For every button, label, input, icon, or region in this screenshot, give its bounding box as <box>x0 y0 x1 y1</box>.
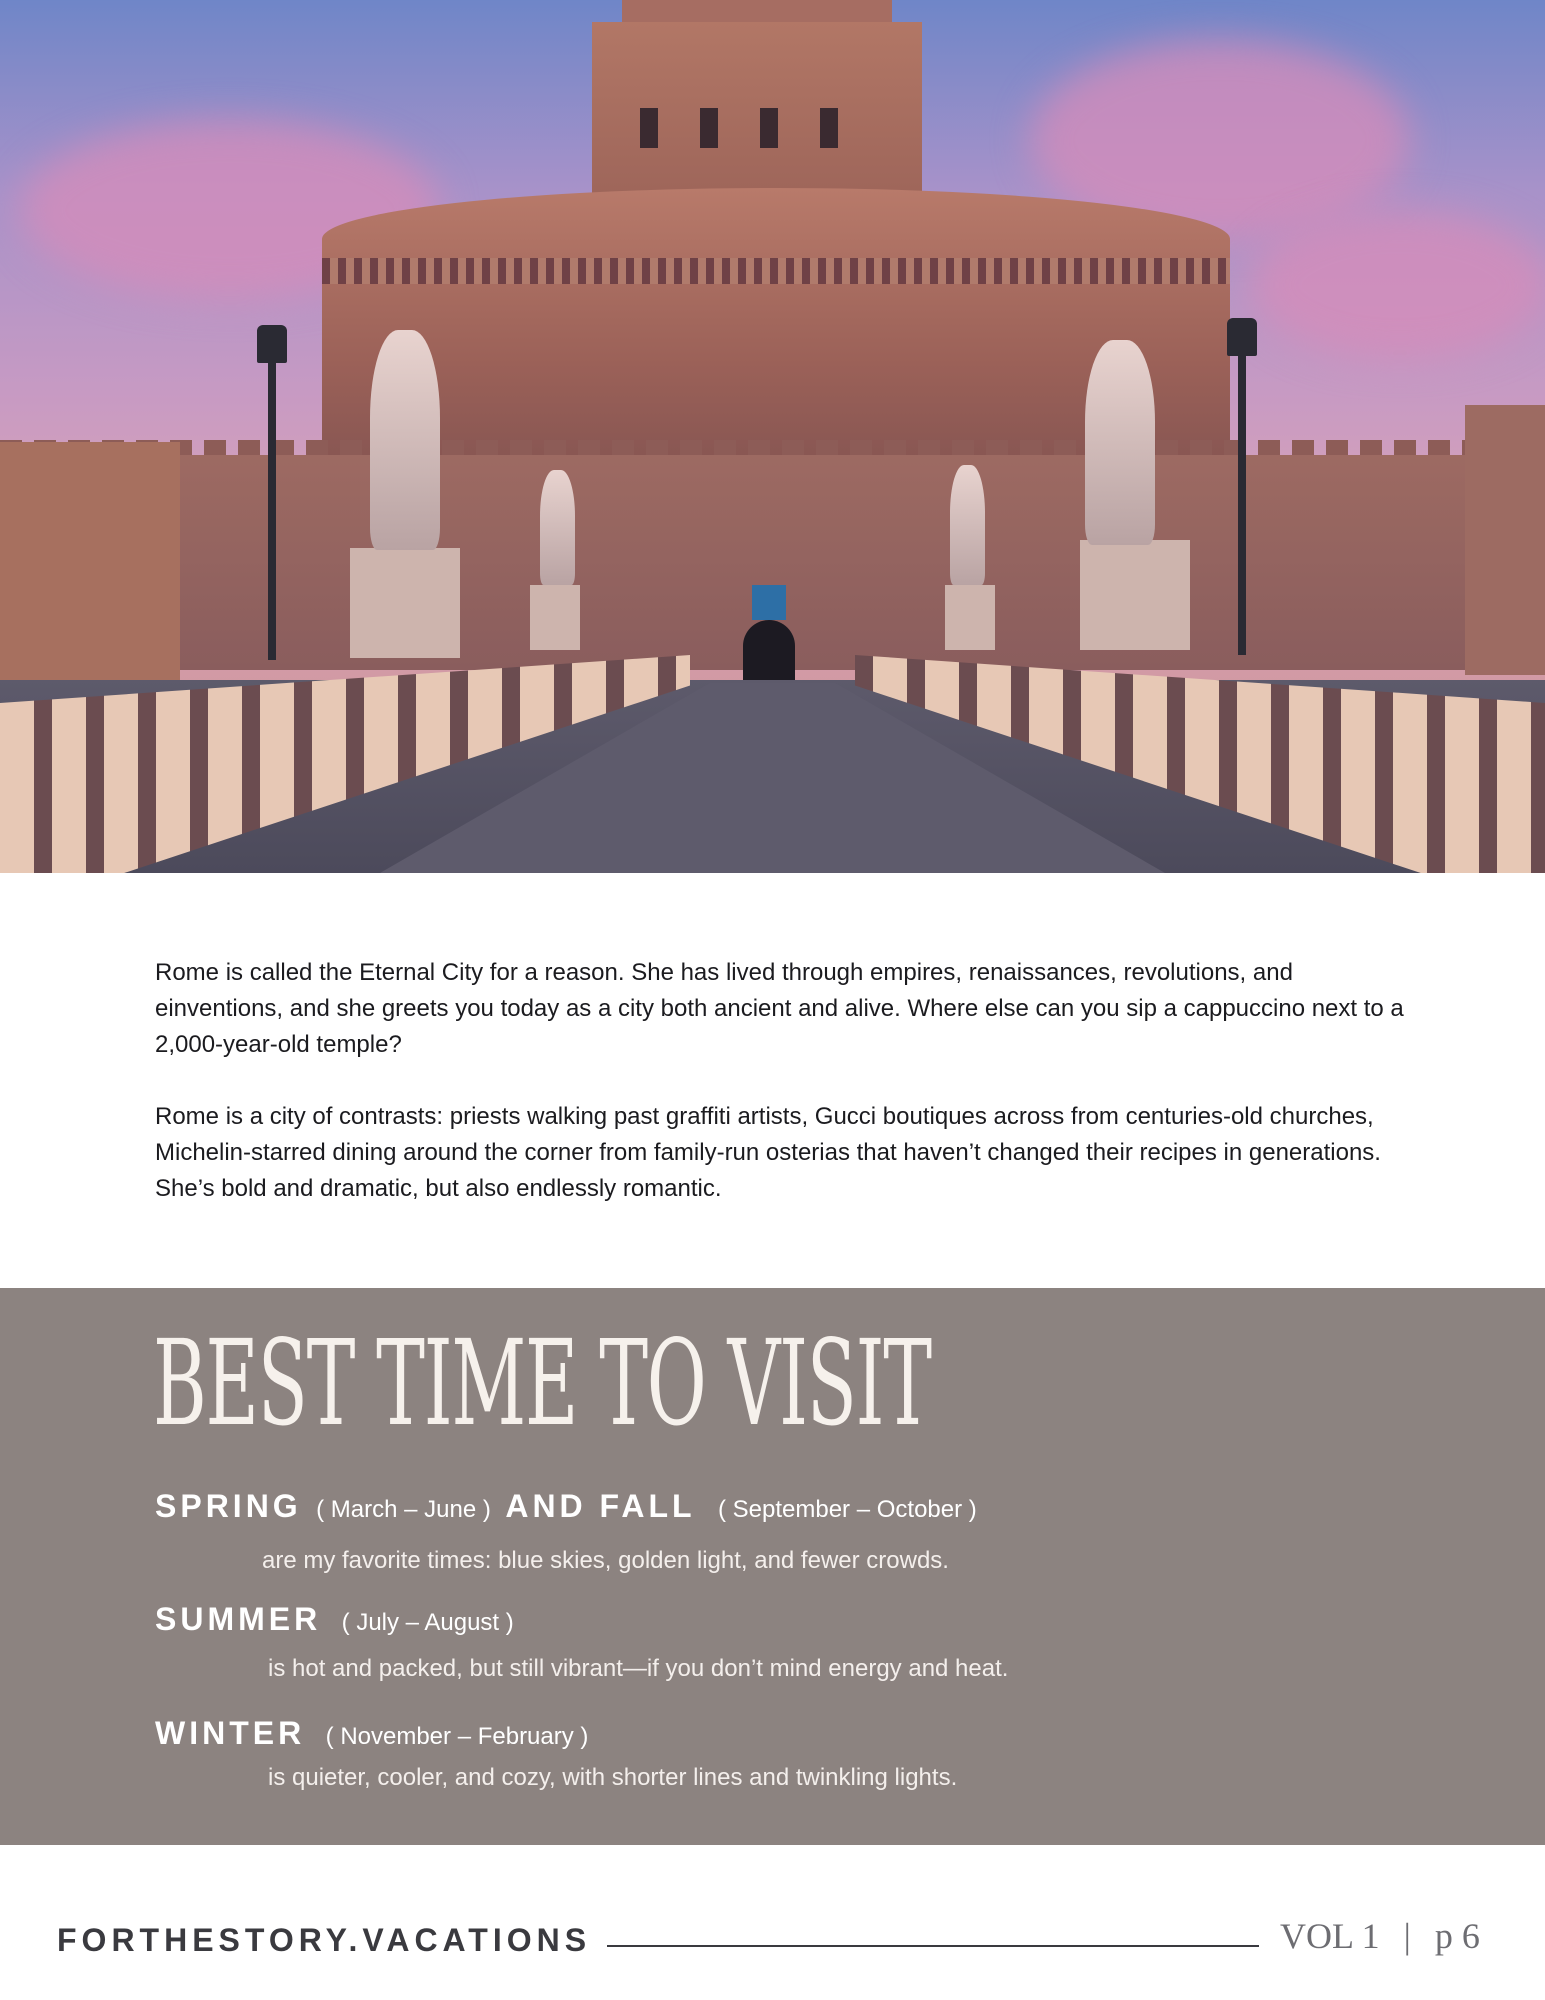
season-description: is hot and packed, but still vibrant—if you don’t mind energy and heat. <box>268 1655 1009 1682</box>
volume-label: VOL 1 <box>1280 1916 1380 1956</box>
statue-pedestal <box>350 548 460 658</box>
statue-pedestal <box>530 585 580 650</box>
season-dates: ( September – October ) <box>717 1496 977 1523</box>
season-name: AND FALL <box>505 1488 696 1524</box>
season-dates: ( March – June ) <box>316 1496 491 1523</box>
season-dates: ( November – February ) <box>325 1723 589 1750</box>
angel-statue <box>540 470 575 585</box>
season-dates: ( July – August ) <box>341 1609 514 1636</box>
footer-divider <box>607 1945 1259 1947</box>
statue-pedestal <box>1080 540 1190 650</box>
castle-gate <box>743 620 795 682</box>
angel-statue <box>950 465 985 585</box>
street-lamp <box>1238 355 1246 655</box>
side-tower-left <box>0 442 180 682</box>
street-lamp-head <box>1227 318 1257 356</box>
season-description: are my favorite times: blue skies, golden light, and fewer crowds. <box>262 1547 949 1574</box>
street-lamp-head <box>257 325 287 363</box>
page-number: p 6 <box>1434 1916 1480 1956</box>
angel-statue <box>370 330 440 550</box>
footer-brand: FORTHESTORY.VACATIONS <box>57 1922 592 1958</box>
section-title: BEST TIME TO VISIT <box>153 1314 931 1452</box>
footer-page-info <box>1280 1915 1480 1957</box>
season-name: WINTER <box>155 1715 306 1751</box>
intro-text <box>155 955 1415 1243</box>
castle-band <box>322 258 1230 284</box>
season-winter <box>155 1715 598 1752</box>
season-name: SPRING <box>155 1488 302 1524</box>
hero-photo <box>0 0 1545 873</box>
castle-windows <box>640 108 880 148</box>
intro-paragraph: Rome is a city of contrasts: priests walking past graffiti artists, Gucci boutiques across from centuries-old churches, Michelin-starred dining around the corner from family-run osterias that haven’t changed their recipes in generations. She’s bold and dramatic, but also endlessly romantic. <box>155 1103 1381 1202</box>
footer-separator: | <box>1403 1916 1411 1956</box>
season-name: SUMMER <box>155 1601 322 1637</box>
side-tower-right <box>1465 405 1545 675</box>
statue-pedestal <box>945 585 995 650</box>
gate-banner <box>752 585 786 620</box>
season-description: is quieter, cooler, and cozy, with shorter lines and twinkling lights. <box>268 1764 958 1791</box>
street-lamp <box>268 360 276 660</box>
intro-paragraph: Rome is called the Eternal City for a reason. She has lived through empires, renaissances, revolutions, and einventions, and she greets you today as a city both ancient and alive. Where else can you sip a cappuccino next to a 2,000-year-old temple? <box>155 959 1404 1058</box>
season-spring-fall <box>155 1488 987 1525</box>
season-summer <box>155 1601 524 1638</box>
angel-statue <box>1085 340 1155 545</box>
